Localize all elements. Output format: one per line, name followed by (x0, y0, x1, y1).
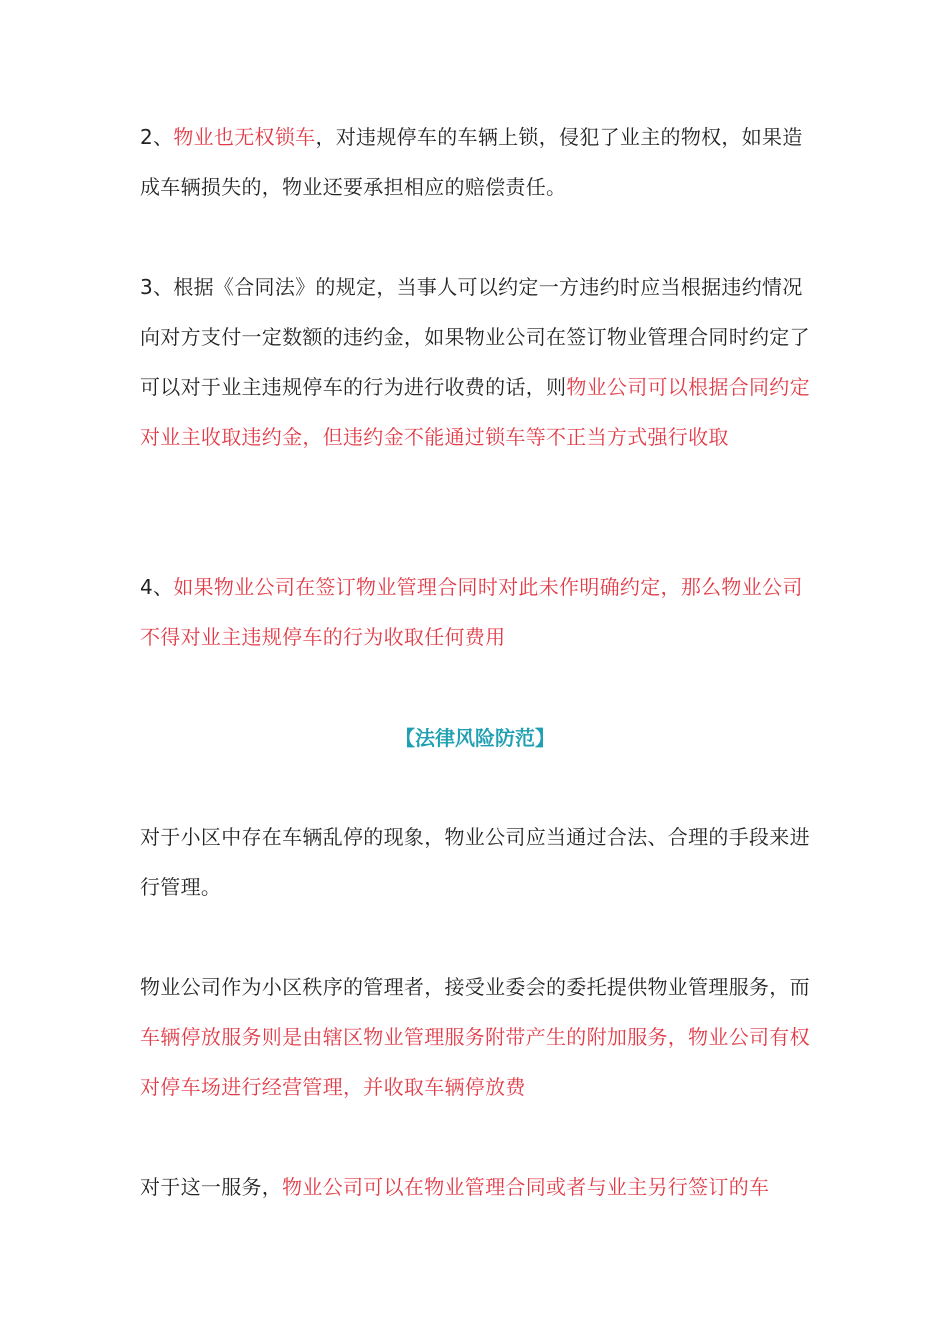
para-4-highlight: 如果物业公司在签订物业管理合同时对此未作明确约定，那么物业公司不得对业主违规停车的行为收取任何费用 (140, 575, 803, 649)
para-6-highlight: 车辆停放服务则是由辖区物业管理服务附带产生的附加服务，物业公司有权对停车场进行经营管理，并收取车辆停放费 (140, 1025, 810, 1099)
para-2-number: 2、 (140, 125, 174, 149)
para-4-number: 4、 (140, 575, 174, 599)
para-7-text: 对于这一服务， (140, 1175, 283, 1199)
paragraph-2 (140, 112, 812, 212)
paragraph-3 (140, 262, 812, 462)
paragraph-6 (140, 962, 812, 1112)
para-6-text: 物业公司作为小区秩序的管理者，接受业委会的委托提供物业管理服务，而 (140, 975, 810, 999)
para-3-highlight: 物业公司可以根据合同约定对业主收取违约金，但违约金不能通过锁车等不正当方式强行收取 (140, 375, 810, 449)
section-heading: 【法律风险防范】 (395, 726, 555, 750)
paragraph-4 (140, 562, 812, 662)
para-5-text: 对于小区中存在车辆乱停的现象，物业公司应当通过合法、合理的手段来进行管理。 (140, 825, 810, 899)
para-3-text: 3、根据《合同法》的规定，当事人可以约定一方违约时应当根据违约情况向对方支付一定数额的违约金，如果物业公司在签订物业管理合同时约定了可以对于业主违规停车的行为进行收费的话，则 (140, 275, 810, 399)
para-7-highlight: 物业公司可以在物业管理合同或者与业主另行签订的车 (282, 1175, 770, 1199)
paragraph-5 (140, 812, 812, 912)
paragraph-7 (140, 1162, 812, 1212)
para-2-text: ，对违规停车的车辆上锁，侵犯了业主的物权，如果造成车辆损失的，物业还要承担相应的赔偿责任。 (140, 125, 803, 199)
para-2-highlight: 物业也无权锁车 (173, 125, 316, 149)
